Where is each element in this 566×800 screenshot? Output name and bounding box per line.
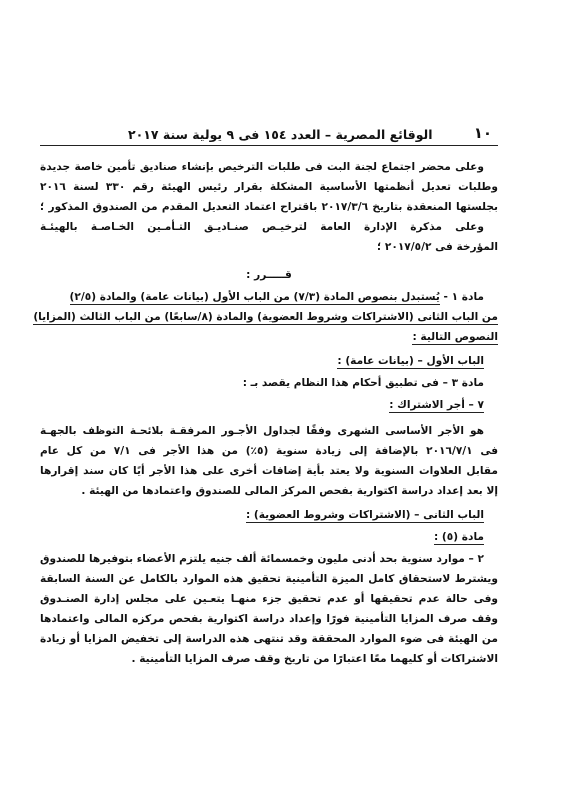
document-page <box>33 112 499 752</box>
resource-line: وفى حالة عدم تحقيقها أو عدم تحقيق جزء منهـا يتعـين على مجلس إدارة الصنـدوق <box>40 593 498 605</box>
resource-line: الاشتراكات أو كليهما معًا اعتبارًا من تاريخ وقف صرف المزايا التأمينية . <box>131 653 498 665</box>
article-1-line <box>70 290 484 304</box>
article-1-following-texts: النصوص التالية : <box>412 331 498 343</box>
article-1-label: مادة ١ - <box>439 291 484 303</box>
paragraph-line: المؤرخة فى ٢٠١٧/٥/٢ ؛ <box>376 241 498 253</box>
paragraph-line: وعلى محضر اجتماع لجنة البت فى طلبات الترخيص بإنشاء صناديق تأمين خاصة جديدة <box>40 161 484 173</box>
resource-line: من الهيئة فى ضوء الموارد المحققة وقد تنتهى هذه الدراسة إلى تخفيض المزايا أو زيادة <box>40 633 498 645</box>
chapter-1-heading: الباب الأول – (بيانات عامة) : <box>337 355 484 367</box>
wage-heading: ٧ – أجر الاشتراك : <box>389 399 484 411</box>
gazette-title: الوقائع المصرية – العدد ١٥٤ فى ٩ يولية سنة ٢٠١٧ <box>128 127 433 142</box>
wage-line: هو الأجر الأساسى الشهرى وفقًا لجداول الأجـور المرفقـة بلائحـة التوظف بالجهـة <box>40 425 484 437</box>
resource-line: وقف صرف المزايا التأمينية فورًا وإعداد دراسة اكتوارية بفحص مركزه المالى واعتمادها <box>40 613 498 625</box>
article-1-continuation: من الباب الثانى (الاشتراكات وشروط العضوية) والمادة (٨/سابعًا) من الباب الثالث (المزايا) <box>33 311 498 323</box>
article-3-line: مادة ٣ – فى تطبيق أحكام هذا النظام يقصد بـ : <box>242 377 484 389</box>
page-header <box>40 112 498 146</box>
page-number: ١٠ <box>473 124 492 142</box>
decision-heading: قـــــرر : <box>246 269 292 281</box>
article-1-underlined-text: يُستبدل بنصوص المادة (٧/٣) من الباب الأول (بيانات عامة) والمادة (٢/٥) <box>69 291 440 303</box>
resource-line: ٢ – موارد سنوية بحد أدنى مليون وخمسمائة ألف جنيه يلتزم الأعضاء بتوفيرها للصندوق <box>40 553 484 565</box>
chapter-2-heading: الباب الثانى – (الاشتراكات وشروط العضوية) : <box>245 509 484 521</box>
wage-line: فى ٢٠١٦/٧/١ بالإضافة إلى زيادة سنوية (٥٪) من هذا الأجر فى ٧/١ من كل عام <box>40 445 499 457</box>
paragraph-line: وعلى مذكرة الإدارة العامة لترخيـص صنـاديـق التـأمـين الخـاصـة بالهيئـة <box>40 221 484 233</box>
resource-line: ويشترط لاستحقاق كامل الميزة التأمينية تحقيق هذه الموارد بالكامل عن السنة السابقة <box>40 573 498 585</box>
wage-line: إلا بعد إعداد دراسة اكتوارية بفحص المركز المالى للصندوق واعتمادها من الهيئة . <box>81 485 498 497</box>
wage-line: مقابل العلاوات السنوية ولا يعتد بأية إضافات أخرى على هذا الأجر أيًا كان سند إقرارها <box>40 465 498 477</box>
paragraph-line: بجلستها المنعقدة بتاريخ ٢٠١٧/٣/٦ باقتراح اعتماد التعديل المقدم من الصندوق المذكور ؛ <box>40 201 498 213</box>
paragraph-line: وطلبات تعديل أنظمتها الأساسية المشكلة بقرار رئيس الهيئة رقم ٣٣٠ لسنة ٢٠١٦ <box>40 181 498 193</box>
article-5-heading: مادة (٥) : <box>433 531 484 543</box>
